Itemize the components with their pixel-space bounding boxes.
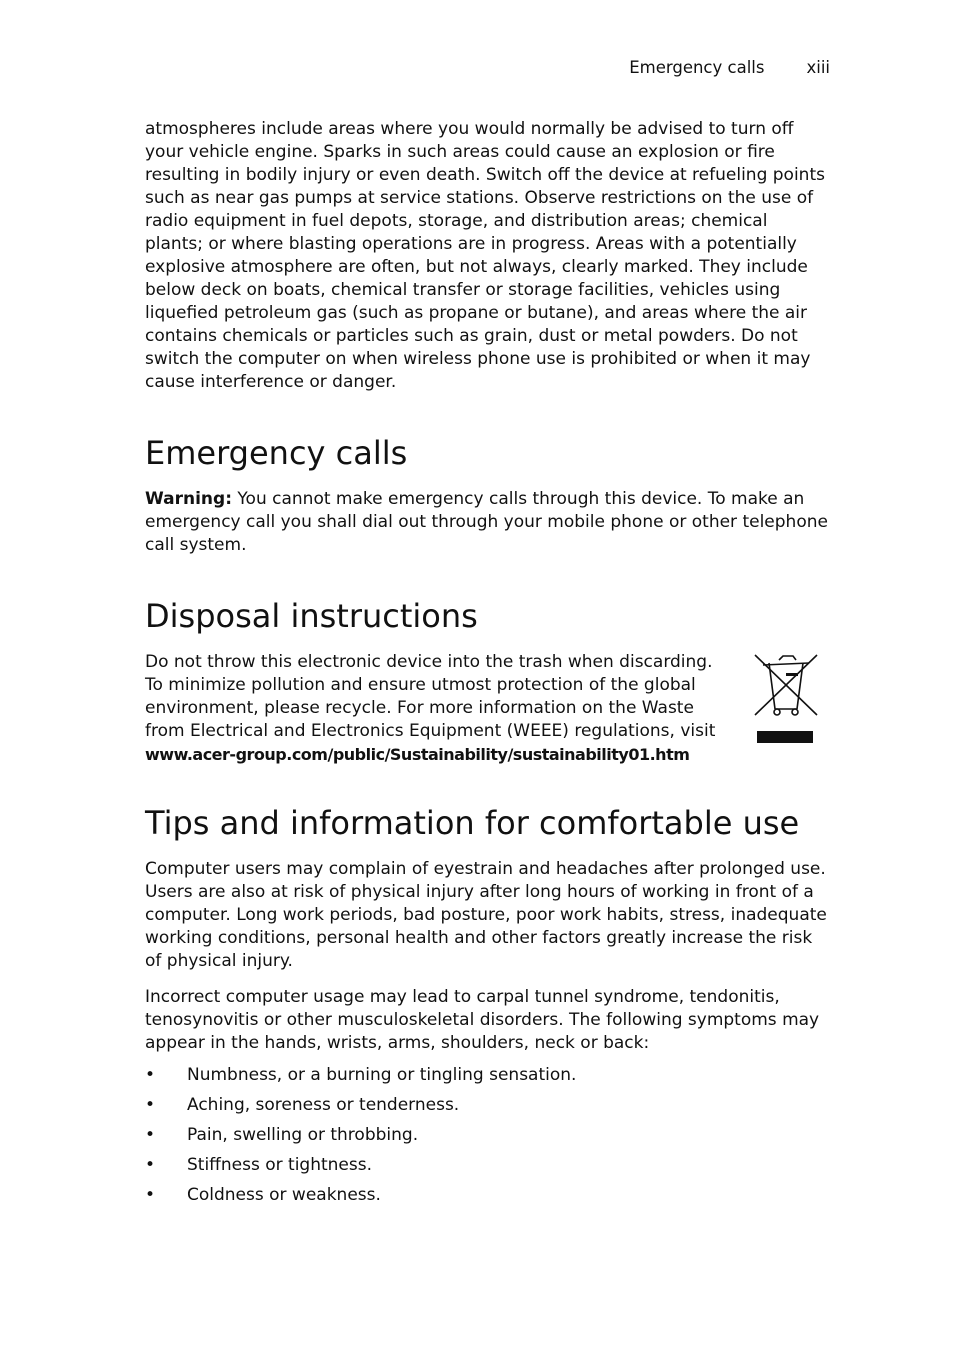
list-item [145, 1124, 830, 1147]
list-item-text: Coldness or weakness. [187, 1185, 381, 1205]
intro-paragraph: atmospheres include areas where you would normally be advised to turn off your vehicle engine. Sparks in such areas could cause an explosion or fire resulting in bodily injury or even death. Switch off the device at refueling points such as near gas pumps at service stations. Observe restrictions on the use of radio equipment in fuel depots, storage, and distribution areas; chemical plants; or where blasting operations are in progress. Areas with a potentially explosive atmosphere are often, but not always, clearly marked. They include below deck on boats, chemical transfer or storage facilities, vehicles using liquefied petroleum gas (such as propane or butane), and areas where the air contains chemicals or particles such as grain, dust or metal powders. Do not switch the computer on when wireless phone use is prohibited or when it may cause interference or danger. [145, 119, 825, 392]
warning-text: You cannot make emergency calls through this device. To make an emergency call you shall dial out through your mobile phone or other telephone call system. [145, 489, 828, 555]
weee-bin-graphic [753, 653, 825, 747]
sustainability-link[interactable]: www.acer-group.com/public/Sustainability/sustainability01.htm [145, 745, 690, 764]
tips-paragraph-2: Incorrect computer usage may lead to carpal tunnel syndrome, tendonitis, tenosynovitis or other musculoskeletal disorders. The following symptoms may appear in the hands, wrists, arms, shoulders, neck or back: [145, 987, 820, 1053]
bullet-mark: • [145, 1095, 156, 1115]
disposal-instructions-heading: Disposal instructions [145, 597, 478, 635]
warning-label: Warning: [145, 489, 233, 509]
weee-black-bar [757, 731, 813, 743]
disposal-text-block [145, 651, 735, 766]
bullet-mark: • [145, 1065, 156, 1085]
disposal-section [145, 651, 830, 766]
bin-label-mark [786, 673, 798, 676]
bin-handle [779, 656, 796, 660]
list-item [145, 1154, 830, 1177]
list-item-text: Pain, swelling or throbbing. [187, 1125, 419, 1145]
bullet-mark: • [145, 1185, 156, 1205]
bullet-mark: • [145, 1155, 156, 1175]
emergency-calls-heading: Emergency calls [145, 434, 408, 472]
header-section-title: Emergency calls [629, 58, 765, 77]
weee-crossed-bin-icon [753, 653, 825, 751]
emergency-warning-paragraph [145, 488, 830, 557]
disposal-paragraph: Do not throw this electronic device into the trash when discarding. To minimize pollution and ensure utmost protection of the global environment, please recycle. For more information on the Waste from Electrical and Electronics Equipment (WEEE) regulations, visit [145, 652, 716, 741]
bullet-mark: • [145, 1125, 156, 1145]
list-item [145, 1094, 830, 1117]
header-page-number: xiii [806, 58, 830, 77]
list-item [145, 1184, 830, 1207]
main-content [145, 118, 830, 1214]
running-header [629, 56, 830, 80]
tips-paragraph-1: Computer users may complain of eyestrain and headaches after prolonged use. Users are also at risk of physical injury after long hours of working in front of a computer. Long work periods, bad posture, poor work habits, stress, inadequate working conditions, personal health and other factors greatly increase the risk of physical injury. [145, 859, 827, 971]
bin-wheel-right [792, 709, 798, 715]
list-item-text: Numbness, or a burning or tingling sensation. [187, 1065, 577, 1085]
list-item-text: Stiffness or tightness. [187, 1155, 373, 1175]
tips-heading: Tips and information for comfortable use [145, 804, 800, 842]
symptoms-list [145, 1064, 830, 1207]
bin-wheel-left [774, 709, 780, 715]
list-item-text: Aching, soreness or tenderness. [187, 1095, 460, 1115]
list-item [145, 1064, 830, 1087]
